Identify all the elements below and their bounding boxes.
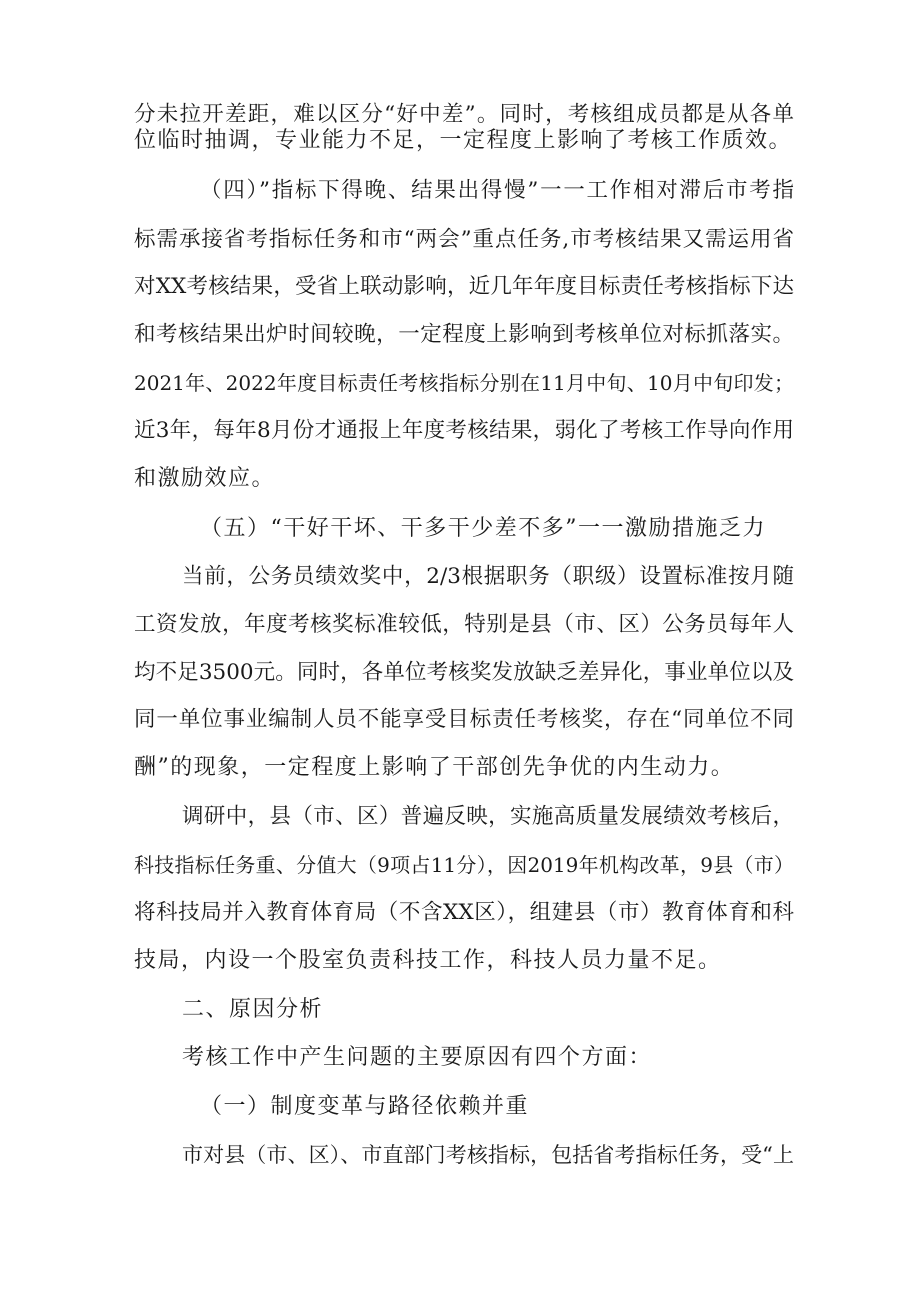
paragraph-line: 科技指标任务重、分值大（9项占11分），因2019年机构改革，9县（市） [134,853,794,877]
paragraph-line: 将科技局并入教育体育局（不含XX区），组建县（市）教育体育和科 [134,900,794,925]
paragraph-line: 同一单位事业编制人员不能享受目标责任考核奖，存在“同单位不同 [134,707,794,732]
section-heading-2: 二、原因分析 [182,997,324,1022]
paragraph-line: 位临时抽调，专业能力不足，一定程度上影响了考核工作质效。 [134,128,793,153]
paragraph-line: 和考核结果出炉时间较晚，一定程度上影响到考核单位对标抓落实。 [134,322,794,347]
paragraph-line: 分未拉开差距，难以区分“好中差”。同时，考核组成员都是从各单 [134,102,794,127]
paragraph-line: 近3年，每年8月份才通报上年度考核结果，弱化了考核工作导向作用 [134,418,794,443]
subsection-heading-1: （一）制度变革与路径依赖并重 [200,1094,530,1119]
paragraph-line: 酬”的现象，一定程度上影响了干部创先争优的内生动力。 [134,755,735,780]
paragraph-line: 调研中，县（市、区）普遍反映，实施高质量发展绩效考核后， [182,804,794,829]
paragraph-line: 标需承接省考指标任务和市“两会”重点任务,市考核结果又需运用省 [134,227,794,252]
paragraph-line: 技局，内设一个股室负责科技工作，科技人员力量不足。 [134,948,722,973]
paragraph-line: 2021年、2022年度目标责任考核指标分别在11月中旬、10月中旬印发； [134,371,794,395]
section-heading-4: （四）”指标下得晚、结果出得慢”一一工作相对滞后市考指 [200,178,794,203]
paragraph-line: 市对县（市、区）、市直部门考核指标，包括省考指标任务，受“上 [182,1143,794,1167]
paragraph-line: 均不足3500元。同时，各单位考核奖发放缺乏差异化，事业单位以及 [134,660,794,685]
paragraph-line: 和激励效应。 [134,466,276,491]
paragraph-line: 对XX考核结果，受省上联动影响，近几年年度目标责任考核指标下达 [134,274,794,299]
paragraph-line: 工资发放，年度考核奖标准较低，特别是县（市、区）公务员每年人 [134,612,794,637]
paragraph-line: 考核工作中产生问题的主要原因有四个方面： [182,1045,653,1070]
paragraph-line: 当前，公务员绩效奖中，2/3根据职务（职级）设置标准按月随 [182,564,794,589]
section-heading-5: （五）“干好干坏、干多干少差不多”一一激励措施乏力 [200,516,766,541]
